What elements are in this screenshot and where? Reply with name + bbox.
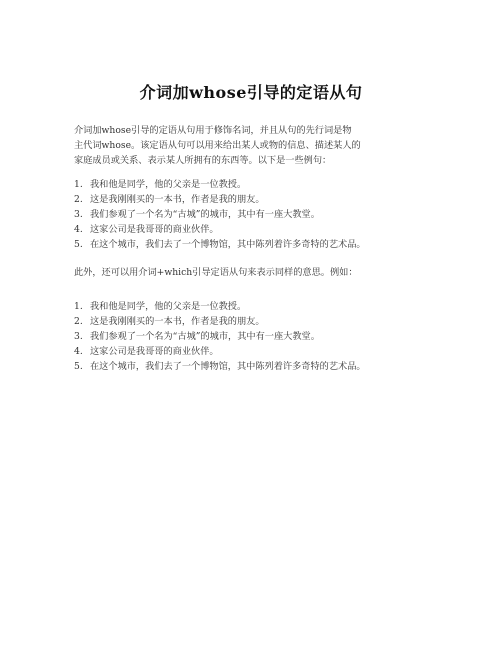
list-item-number: 1.	[74, 301, 83, 312]
list-item-text: 这是我刚刚买的一本书，作者是我的朋友。	[90, 194, 265, 205]
list-item	[74, 299, 454, 314]
list-item-number: 2.	[74, 194, 83, 205]
list-item	[74, 329, 454, 344]
list-item-text: 在这个城市，我们去了一个博物馆，其中陈列着许多奇特的艺术品。	[90, 361, 366, 372]
list-item-number: 4.	[74, 224, 83, 235]
list-item	[74, 177, 454, 192]
example-list-2	[74, 299, 454, 374]
intro-paragraph	[74, 123, 444, 168]
middle-paragraph	[74, 265, 444, 280]
list-item-text: 这家公司是我哥哥的商业伙伴。	[90, 224, 219, 235]
list-item	[74, 192, 454, 207]
list-item	[74, 344, 454, 359]
list-item-number: 3.	[74, 331, 83, 342]
list-item	[74, 359, 454, 374]
list-item-number: 5.	[74, 239, 83, 250]
list-item-number: 1.	[74, 179, 83, 190]
list-item-text: 这是我刚刚买的一本书，作者是我的朋友。	[90, 316, 265, 327]
list-item-text: 我和他是同学，他的父亲是一位教授。	[90, 301, 247, 312]
middle-line: 此外，还可以用介词+which引导定语从句来表示同样的意思。例如：	[74, 267, 358, 278]
list-item	[74, 207, 454, 222]
list-item-text: 我和他是同学，他的父亲是一位教授。	[90, 179, 247, 190]
list-item	[74, 222, 454, 237]
intro-line: 主代词whose。该定语从句可以用来给出某人或物的信息、描述某人的	[74, 140, 361, 151]
list-item	[74, 314, 454, 329]
list-item-number: 5.	[74, 361, 83, 372]
list-item-text: 我们参观了一个名为“古城”的城市，其中有一座大教堂。	[90, 331, 320, 342]
list-item	[74, 237, 454, 252]
list-item-number: 3.	[74, 209, 83, 220]
intro-line: 介词加whose引导的定语从句用于修饰名词，并且从句的先行词是物	[74, 125, 352, 136]
list-item-text: 在这个城市，我们去了一个博物馆，其中陈列着许多奇特的艺术品。	[90, 239, 366, 250]
list-item-number: 2.	[74, 316, 83, 327]
list-item-text: 这家公司是我哥哥的商业伙伴。	[90, 346, 219, 357]
page-title: 介词加whose引导的定语从句	[139, 83, 363, 102]
list-item-number: 4.	[74, 346, 83, 357]
example-list-1	[74, 177, 454, 252]
list-item-text: 我们参观了一个名为“古城”的城市，其中有一座大教堂。	[90, 209, 320, 220]
intro-line: 家庭成员或关系、表示某人所拥有的东西等。以下是一些例句：	[74, 155, 332, 166]
